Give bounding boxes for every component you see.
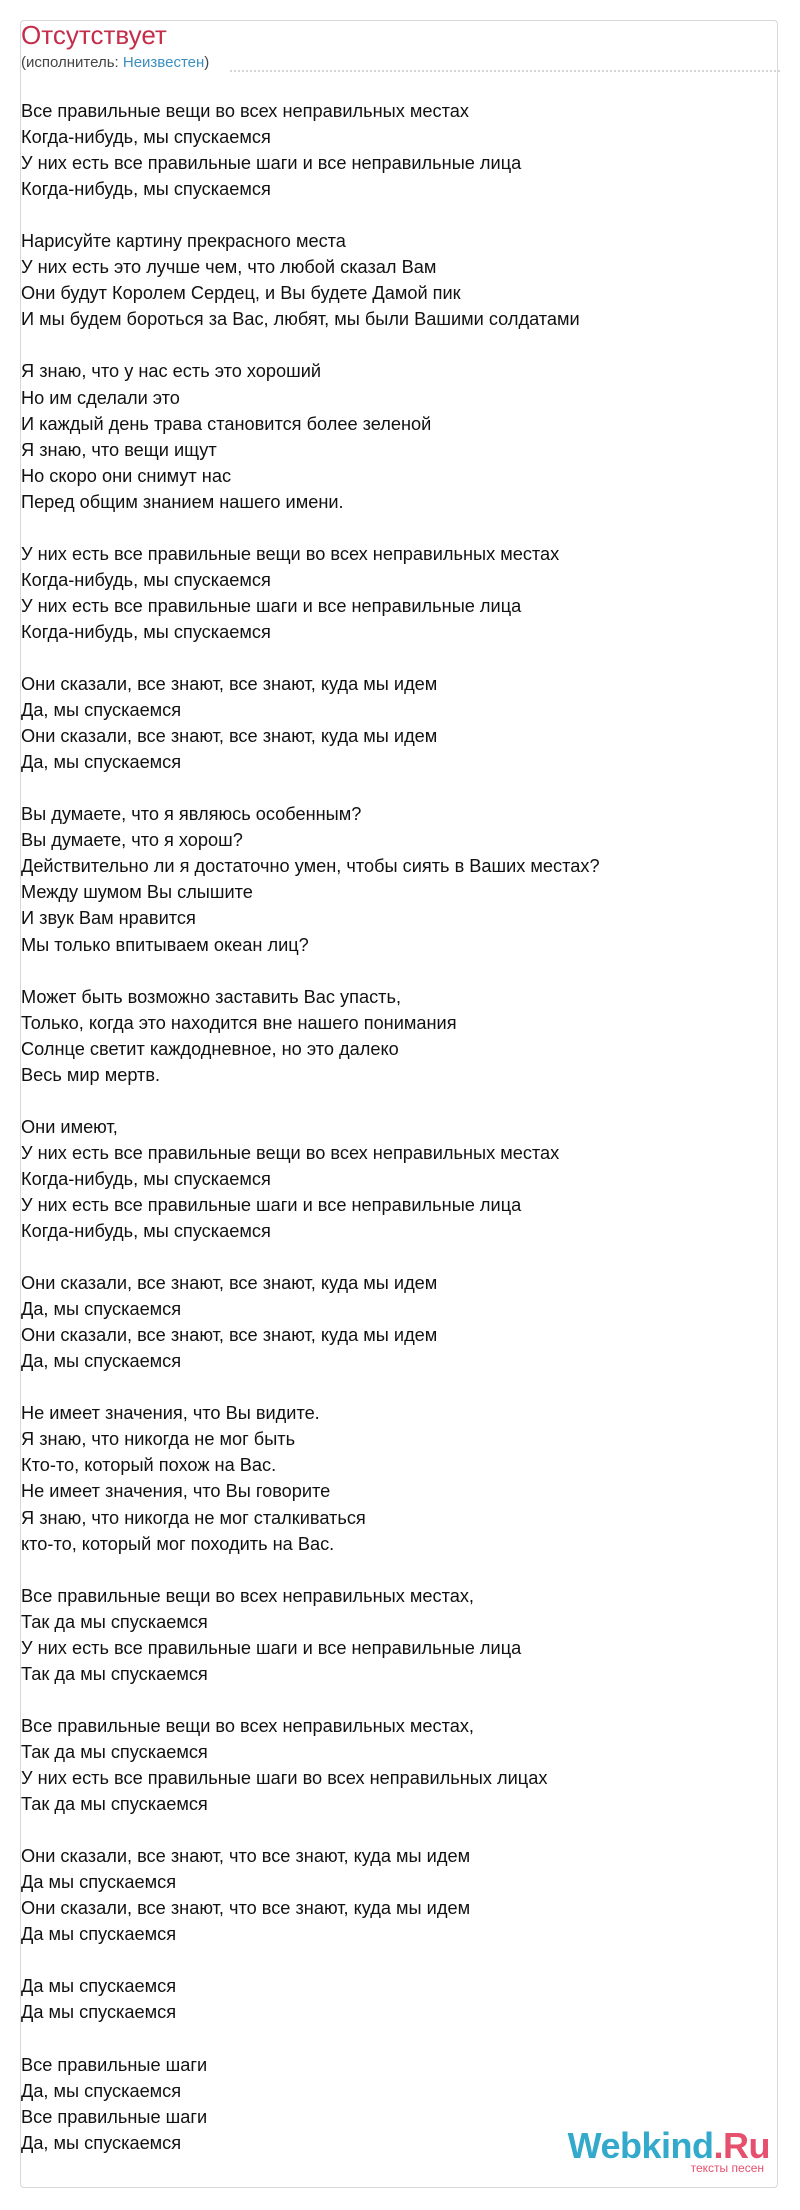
lyrics-line: кто-то, который мог походить на Вас. (21, 1533, 335, 1554)
lyrics-line: Они сказали, все знают, все знают, куда мы идем (21, 674, 438, 695)
lyrics-stanza (21, 1400, 741, 1556)
lyrics-line: И мы будем бороться за Вас, любят, мы были Вашими солдатами (21, 309, 580, 330)
lyrics-line: Вы думаете, что я хорош? (21, 830, 243, 851)
lyrics-line: Я знаю, что вещи ищут (21, 439, 217, 460)
lyrics-line: Когда-нибудь, мы спускаемся (21, 179, 271, 200)
lyrics-line: Так да мы спускаемся (21, 1794, 208, 1815)
site-logo[interactable] (567, 2125, 770, 2175)
lyrics-line: Когда-нибудь, мы спускаемся (21, 1168, 271, 1189)
lyrics-line: Когда-нибудь, мы спускаемся (21, 569, 271, 590)
song-title: Отсутствует (21, 20, 167, 50)
lyrics-line: Кто-то, который похож на Вас. (21, 1455, 277, 1476)
lyrics-line: Мы только впитываем океан лиц? (21, 934, 309, 955)
lyrics-stanza (21, 1973, 741, 2025)
lyrics-line: Да мы спускаемся (21, 2002, 177, 2023)
lyrics-line: Когда-нибудь, мы спускаемся (21, 621, 271, 642)
lyrics-line: Когда-нибудь, мы спускаемся (21, 127, 271, 148)
lyrics-line: Так да мы спускаемся (21, 1611, 208, 1632)
lyrics-line: Когда-нибудь, мы спускаемся (21, 1221, 271, 1242)
lyrics-line: Нарисуйте картину прекрасного места (21, 231, 346, 252)
lyrics-line: И звук Вам нравится (21, 908, 196, 929)
lyrics-line: Весь мир мертв. (21, 1064, 161, 1085)
lyrics-line: Они сказали, все знают, что все знают, куда мы идем (21, 1846, 471, 1867)
lyrics-line: У них есть все правильные шаги во всех неправильных лицах (21, 1768, 548, 1788)
lyrics-line: Они будут Королем Сердец, и Вы будете Дамой пик (21, 283, 461, 304)
lyrics-line: Действительно ли я достаточно умен, чтобы сиять в Ваших местах? (21, 856, 600, 877)
lyrics-line: Все правильные вещи во всех неправильных местах, (21, 1585, 474, 1606)
lyrics-line: Не имеет значения, что Вы видите. (21, 1403, 320, 1424)
lyrics-line: Вы думаете, что я являюсь особенным? (21, 804, 362, 825)
lyrics-line: Да, мы спускаемся (21, 1351, 182, 1372)
lyrics-line: Да, мы спускаемся (21, 700, 182, 721)
lyrics-line: Только, когда это находится вне нашего понимания (21, 1012, 457, 1033)
lyrics-line: Да мы спускаемся (21, 1976, 177, 1997)
lyrics-stanza (21, 801, 741, 957)
lyrics-stanza (21, 984, 741, 1088)
lyrics-line: Перед общим знанием нашего имени. (21, 491, 344, 512)
logo-tagline: тексты песен (690, 2161, 764, 2175)
artist-prefix: (исполнитель: (21, 54, 123, 71)
lyrics-line: Между шумом Вы слышите (21, 882, 253, 903)
lyrics-line: Да, мы спускаемся (21, 2132, 182, 2153)
lyrics-line: Они сказали, все знают, что все знают, куда мы идем (21, 1898, 471, 1919)
lyrics-line: Они сказали, все знают, все знают, куда мы идем (21, 1325, 438, 1346)
lyrics-stanza (21, 1114, 741, 1244)
artist-link[interactable]: Неизвестен (122, 54, 205, 71)
lyrics-stanza (21, 1583, 741, 1687)
artist-suffix: ) (204, 54, 210, 71)
lyrics-line: У них есть все правильные шаги и все неправильные лица (21, 153, 522, 174)
lyrics-line: Все правильные вещи во всех неправильных местах, (21, 1715, 474, 1736)
lyrics-line: У них есть все правильные шаги и все неправильные лица (21, 595, 522, 616)
lyrics-line: Да, мы спускаемся (21, 2080, 182, 2101)
lyrics-line: Все правильные шаги (21, 2106, 208, 2127)
lyrics-line: Я знаю, что у нас есть это хороший (21, 361, 322, 382)
lyrics-line: Да мы спускаемся (21, 1872, 177, 1893)
lyrics-stanza (21, 671, 741, 775)
lyrics-line: У них есть это лучше чем, что любой сказал Вам (21, 257, 437, 278)
logo-tld: .Ru (713, 2125, 770, 2166)
lyrics-stanza (21, 228, 741, 332)
lyrics-line: У них есть все правильные шаги и все неправильные лица (21, 1194, 522, 1215)
lyrics-stanza (21, 1713, 741, 1817)
lyrics-line: И каждый день трава становится более зеленой (21, 413, 432, 434)
lyrics-line: Я знаю, что никогда не мог сталкиваться (21, 1507, 366, 1528)
lyrics-line: Да мы спускаемся (21, 1924, 177, 1945)
artist-line (21, 53, 209, 73)
lyrics-line: У них есть все правильные вещи во всех неправильных местах (21, 543, 560, 564)
lyrics-line: Да, мы спускаемся (21, 1299, 182, 1320)
lyrics-stanza (21, 1843, 741, 1947)
lyrics-line: Они сказали, все знают, все знают, куда мы идем (21, 726, 438, 747)
logo-wordmark (567, 2125, 770, 2166)
lyrics-stanza (21, 541, 741, 645)
lyrics-line: Да, мы спускаемся (21, 752, 182, 773)
lyrics-stanza (21, 1270, 741, 1374)
lyrics-line: Так да мы спускаемся (21, 1741, 208, 1762)
title-divider (230, 70, 780, 72)
lyrics-line: Они имеют, (21, 1116, 118, 1137)
lyrics-line: Все правильные вещи во всех неправильных местах (21, 101, 469, 121)
lyrics-line: Не имеет значения, что Вы говорите (21, 1481, 331, 1502)
lyrics-line: Солнце светит каждодневное, но это далеко (21, 1038, 399, 1059)
lyrics-line: Но им сделали это (21, 387, 180, 408)
lyrics-line: Все правильные шаги (21, 2054, 208, 2075)
lyrics-line: Я знаю, что никогда не мог быть (21, 1429, 296, 1450)
lyrics-line: Может быть возможно заставить Вас упасть, (21, 986, 402, 1007)
lyrics-stanza (21, 98, 741, 202)
lyrics-line: Но скоро они снимут нас (21, 465, 232, 486)
logo-main-text: Webkind (567, 2125, 714, 2166)
lyrics-stanza (21, 358, 741, 514)
lyrics-line: У них есть все правильные вещи во всех неправильных местах (21, 1142, 560, 1163)
lyrics-text (21, 98, 741, 2156)
lyrics-line: Они сказали, все знают, все знают, куда мы идем (21, 1273, 438, 1294)
lyrics-line: У них есть все правильные шаги и все неправильные лица (21, 1637, 522, 1658)
lyrics-line: Так да мы спускаемся (21, 1663, 208, 1684)
